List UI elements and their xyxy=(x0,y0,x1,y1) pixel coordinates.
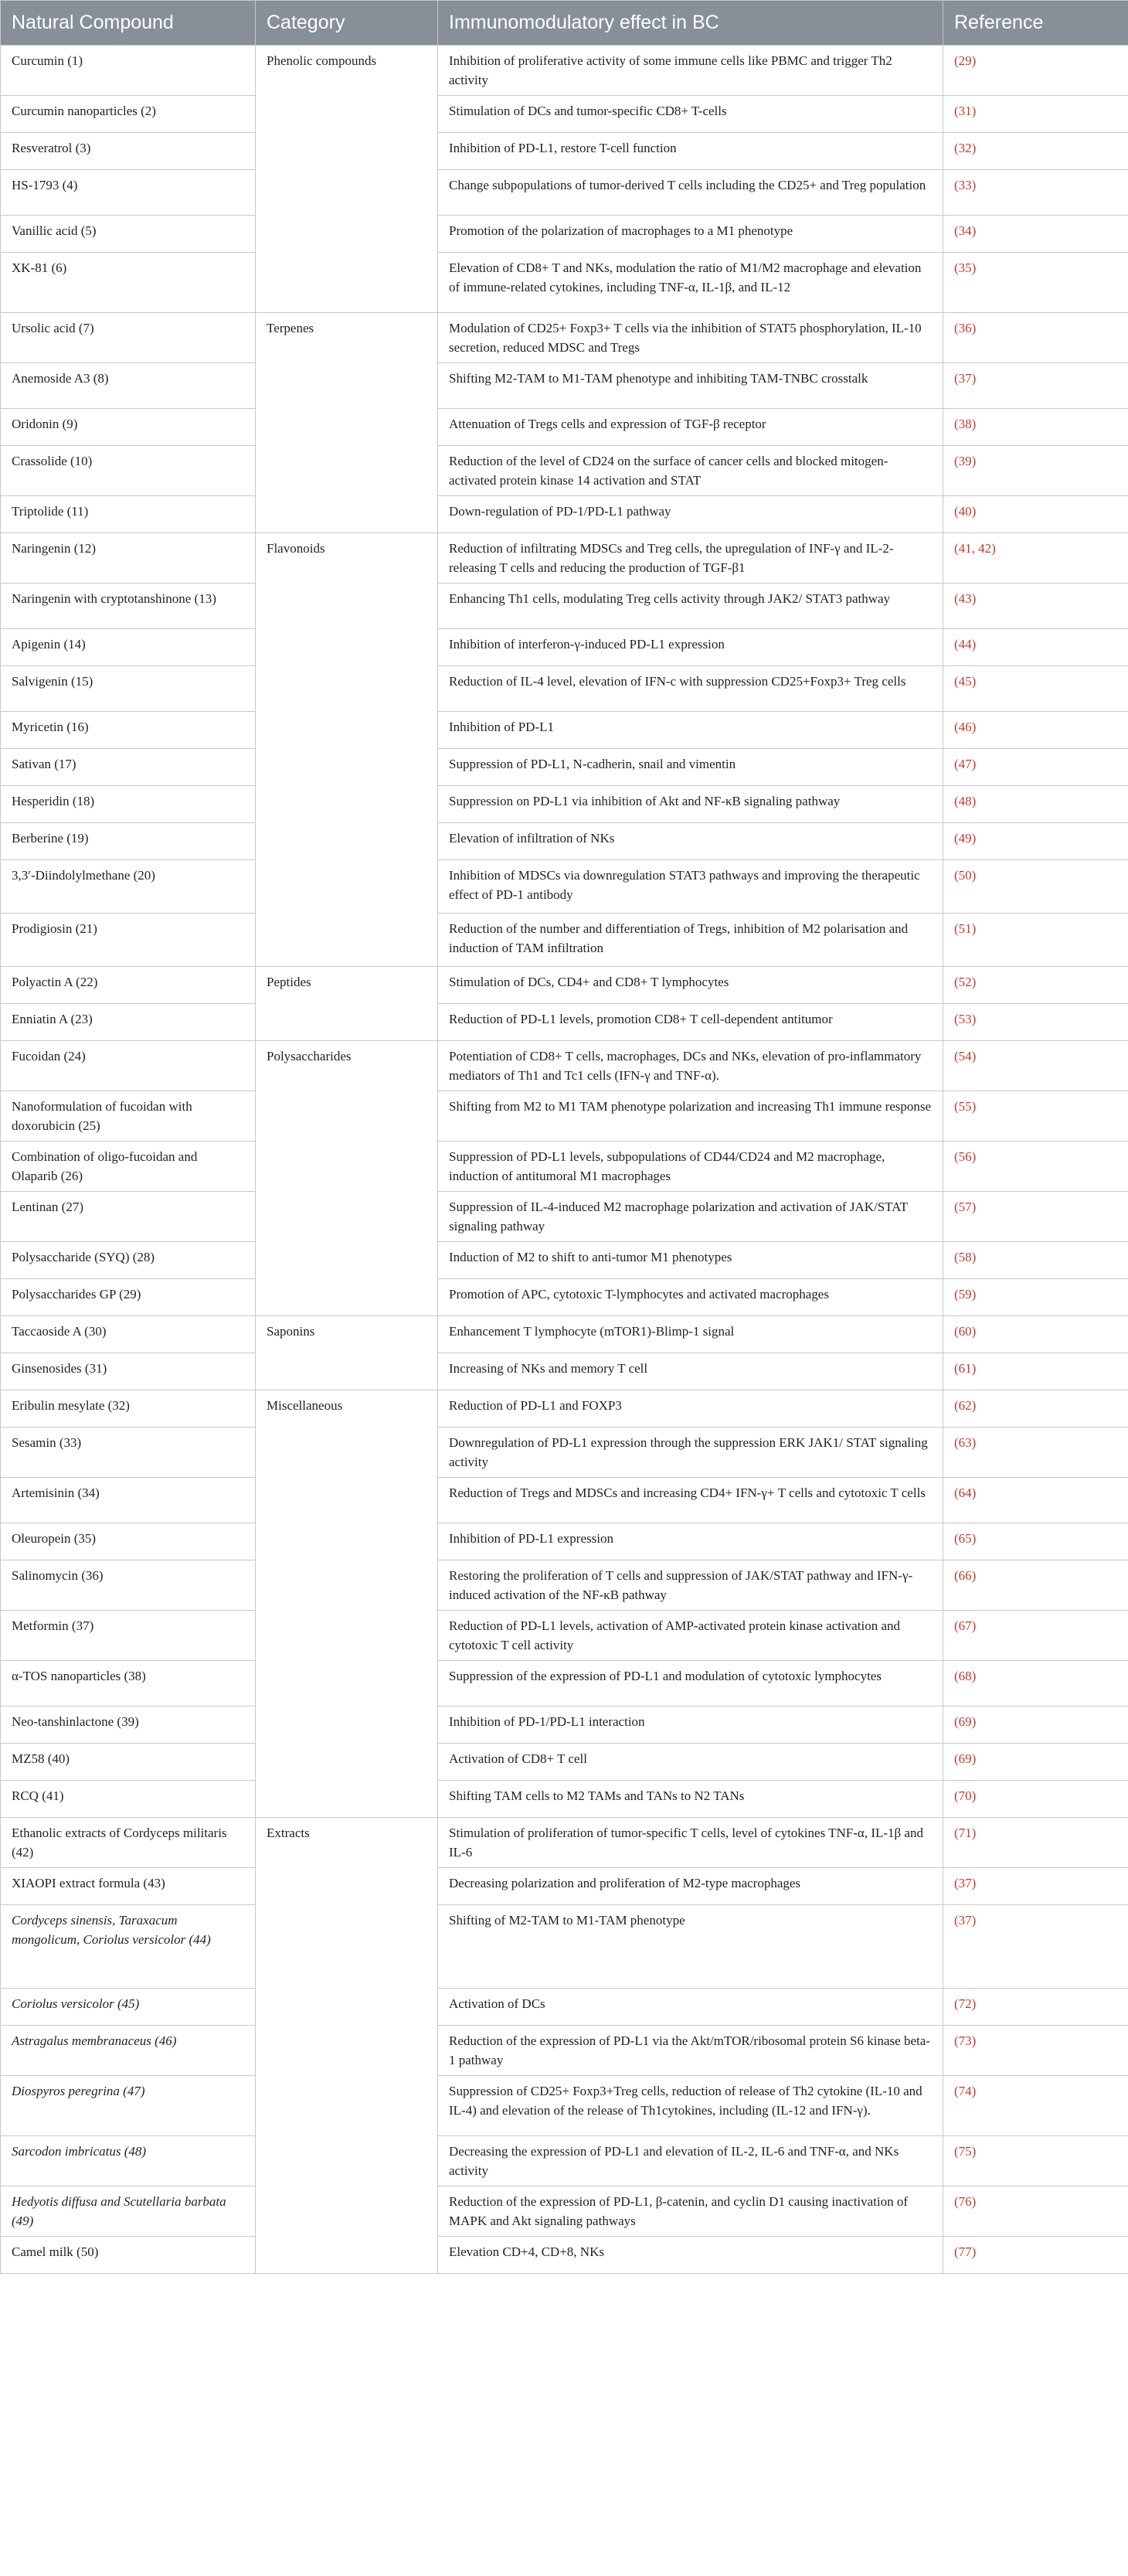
effect-cell: Enhancing Th1 cells, modulating Treg cells activity through JAK2/ STAT3 pathway xyxy=(438,584,943,629)
reference-cell xyxy=(943,1316,1128,1353)
reference-cell xyxy=(943,2186,1128,2237)
effect-cell: Activation of CD8+ T cell xyxy=(438,1744,943,1781)
reference-link[interactable]: (51) xyxy=(954,921,977,936)
effect-cell: Inhibition of PD-1/PD-L1 interaction xyxy=(438,1707,943,1744)
reference-cell xyxy=(943,1192,1128,1242)
compound-cell: Camel milk (50) xyxy=(1,2237,256,2274)
reference-link[interactable]: (58) xyxy=(954,1250,977,1264)
table-row xyxy=(1,2237,1128,2274)
effect-cell: Reduction of Tregs and MDSCs and increasing CD4+ IFN-γ+ T cells and cytotoxic T cells xyxy=(438,1478,943,1523)
effect-cell: Stimulation of DCs and tumor-specific CD8+ T-cells xyxy=(438,96,943,133)
category-cell: Peptides xyxy=(256,967,438,1041)
reference-cell xyxy=(943,967,1128,1004)
table-row xyxy=(1,860,1128,914)
reference-link[interactable]: (40) xyxy=(954,504,977,519)
compound-cell: Curcumin (1) xyxy=(1,46,256,96)
compound-cell: α-TOS nanoparticles (38) xyxy=(1,1661,256,1707)
reference-cell xyxy=(943,1353,1128,1390)
header-row xyxy=(1,1,1128,46)
compound-cell: Eribulin mesylate (32) xyxy=(1,1390,256,1428)
compound-cell: Hesperidin (18) xyxy=(1,786,256,823)
category-cell: Extracts xyxy=(256,1818,438,2274)
reference-cell xyxy=(943,2237,1128,2274)
reference-cell xyxy=(943,1041,1128,1091)
table-row xyxy=(1,1316,1128,1353)
table-row xyxy=(1,1989,1128,2026)
effect-cell: Inhibition of MDSCs via downregulation STAT3 pathways and improving the therapeutic effect of PD-1 antibody xyxy=(438,860,943,914)
effect-cell: Inhibition of proliferative activity of some immune cells like PBMC and trigger Th2 activity xyxy=(438,46,943,96)
reference-cell xyxy=(943,446,1128,496)
effect-cell: Elevation of infiltration of NKs xyxy=(438,823,943,860)
compound-cell: Polyactin A (22) xyxy=(1,967,256,1004)
compound-cell: XK-81 (6) xyxy=(1,253,256,313)
reference-link[interactable]: (77) xyxy=(954,2244,977,2259)
reference-cell xyxy=(943,1661,1128,1707)
reference-link[interactable]: (64) xyxy=(954,1485,977,1500)
category-cell: Phenolic compounds xyxy=(256,46,438,313)
effect-cell: Down-regulation of PD-1/PD-L1 pathway xyxy=(438,496,943,533)
effect-cell: Shifting TAM cells to M2 TAMs and TANs to N2 TANs xyxy=(438,1781,943,1818)
reference-cell xyxy=(943,823,1128,860)
reference-cell xyxy=(943,496,1128,533)
reference-cell xyxy=(943,1091,1128,1142)
table-row xyxy=(1,1242,1128,1279)
effect-cell: Suppression of IL-4-induced M2 macrophage polarization and activation of JAK/STAT signaling pathway xyxy=(438,1192,943,1242)
table-row xyxy=(1,1818,1128,1868)
reference-link[interactable]: (37) xyxy=(954,371,977,386)
compound-cell xyxy=(1,2026,256,2076)
effect-cell: Stimulation of DCs, CD4+ and CD8+ T lymphocytes xyxy=(438,967,943,1004)
reference-cell xyxy=(943,1781,1128,1818)
effect-cell: Inhibition of PD-L1, restore T-cell function xyxy=(438,133,943,170)
reference-link[interactable]: (45) xyxy=(954,674,977,689)
table-row xyxy=(1,629,1128,666)
table-row xyxy=(1,1004,1128,1041)
table-row xyxy=(1,253,1128,313)
reference-link[interactable]: (50) xyxy=(954,868,977,883)
reference-link[interactable]: (48) xyxy=(954,794,977,808)
table-row xyxy=(1,1560,1128,1611)
compound-cell: HS-1793 (4) xyxy=(1,170,256,216)
reference-link[interactable]: (59) xyxy=(954,1287,977,1302)
header-category: Category xyxy=(256,1,438,46)
effect-cell: Decreasing the expression of PD-L1 and elevation of IL-2, IL-6 and TNF-α, and NKs activity xyxy=(438,2136,943,2186)
effect-cell: Suppression on PD-L1 via inhibition of Akt and NF-κB signaling pathway xyxy=(438,786,943,823)
compound-cell: Ethanolic extracts of Cordyceps militaris (42) xyxy=(1,1818,256,1868)
effect-cell: Restoring the proliferation of T cells and suppression of JAK/STAT pathway and IFN-γ-induced activation of the NF-κB pathway xyxy=(438,1560,943,1611)
table-row xyxy=(1,666,1128,712)
compound-cell: Naringenin (12) xyxy=(1,533,256,584)
effect-cell: Promotion of APC, cytotoxic T-lymphocytes and activated macrophages xyxy=(438,1279,943,1316)
table-row xyxy=(1,1142,1128,1192)
compound-cell: Naringenin with cryptotanshinone (13) xyxy=(1,584,256,629)
reference-cell xyxy=(943,1868,1128,1905)
reference-cell xyxy=(943,1390,1128,1428)
compound-name: Coriolus versicolor (45) xyxy=(12,1996,140,2011)
compound-cell: Triptolide (11) xyxy=(1,496,256,533)
table-row xyxy=(1,584,1128,629)
effect-cell: Inhibition of interferon-γ-induced PD-L1 expression xyxy=(438,629,943,666)
reference-cell xyxy=(943,1428,1128,1478)
compound-cell: Myricetin (16) xyxy=(1,712,256,749)
table-row xyxy=(1,1781,1128,1818)
table-row xyxy=(1,409,1128,446)
reference-link[interactable]: (65) xyxy=(954,1531,977,1546)
reference-link[interactable]: (76) xyxy=(954,2194,977,2209)
reference-cell xyxy=(943,629,1128,666)
header-compound: Natural Compound xyxy=(1,1,256,46)
reference-link[interactable]: (62) xyxy=(954,1398,977,1413)
compound-name: Cordyceps sinensis, Taraxacum mongolicum, Coriolus versicolor (44) xyxy=(12,1913,211,1947)
reference-link[interactable]: (66) xyxy=(954,1568,977,1583)
reference-cell xyxy=(943,170,1128,216)
table-row xyxy=(1,363,1128,409)
reference-link[interactable]: (32) xyxy=(954,141,977,155)
effect-cell: Reduction of the expression of PD-L1 via the Akt/mTOR/ribosomal protein S6 kinase beta-1 pathway xyxy=(438,2026,943,2076)
compound-cell: Salvigenin (15) xyxy=(1,666,256,712)
reference-link[interactable]: (33) xyxy=(954,178,977,192)
table-row xyxy=(1,1428,1128,1478)
effect-cell: Stimulation of proliferation of tumor-specific T cells, level of cytokines TNF-α, IL-1β and IL-6 xyxy=(438,1818,943,1868)
compound-cell: Artemisinin (34) xyxy=(1,1478,256,1523)
effect-cell: Reduction of the expression of PD-L1, β-catenin, and cyclin D1 causing inactivation of MAPK and Akt signaling pathways xyxy=(438,2186,943,2237)
compound-cell: Oridonin (9) xyxy=(1,409,256,446)
effect-cell: Reduction of IL-4 level, elevation of IFN-c with suppression CD25+Foxp3+ Treg cells xyxy=(438,666,943,712)
effect-cell: Reduction of the number and differentiation of Tregs, inhibition of M2 polarisation and induction of TAM infiltration xyxy=(438,914,943,967)
reference-cell xyxy=(943,313,1128,363)
effect-cell: Inhibition of PD-L1 expression xyxy=(438,1523,943,1560)
reference-cell xyxy=(943,1004,1128,1041)
reference-link[interactable]: (44) xyxy=(954,637,977,652)
effect-cell: Shifting from M2 to M1 TAM phenotype polarization and increasing Th1 immune response xyxy=(438,1091,943,1142)
compound-cell: Polysaccharides GP (29) xyxy=(1,1279,256,1316)
compound-cell: Sesamin (33) xyxy=(1,1428,256,1478)
reference-link[interactable]: (57) xyxy=(954,1200,977,1214)
reference-link[interactable]: (68) xyxy=(954,1669,977,1683)
table-row xyxy=(1,446,1128,496)
compound-cell: Crassolide (10) xyxy=(1,446,256,496)
table-row xyxy=(1,1353,1128,1390)
reference-link[interactable]: (67) xyxy=(954,1618,977,1633)
compound-cell: Apigenin (14) xyxy=(1,629,256,666)
reference-cell xyxy=(943,1279,1128,1316)
category-cell: Miscellaneous xyxy=(256,1390,438,1818)
reference-cell xyxy=(943,1242,1128,1279)
compound-cell: Salinomycin (36) xyxy=(1,1560,256,1611)
reference-cell xyxy=(943,2136,1128,2186)
table-row xyxy=(1,823,1128,860)
reference-cell xyxy=(943,860,1128,914)
table-row xyxy=(1,216,1128,253)
compound-cell: Polysaccharide (SYQ) (28) xyxy=(1,1242,256,1279)
category-cell: Polysaccharides xyxy=(256,1041,438,1316)
effect-cell: Downregulation of PD-L1 expression through the suppression ERK JAK1/ STAT signaling activity xyxy=(438,1428,943,1478)
effect-cell: Suppression of PD-L1 levels, subpopulations of CD44/CD24 and M2 macrophage, induction of antitumoral M1 macrophages xyxy=(438,1142,943,1192)
effect-cell: Potentiation of CD8+ T cells, macrophages, DCs and NKs, elevation of pro-inflammatory mediators of Th1 and Tc1 cells (IFN-γ and TNF-α). xyxy=(438,1041,943,1091)
effect-cell: Change subpopulations of tumor-derived T cells including the CD25+ and Treg population xyxy=(438,170,943,216)
reference-cell xyxy=(943,2026,1128,2076)
reference-cell xyxy=(943,1905,1128,1989)
compound-cell: Fucoidan (24) xyxy=(1,1041,256,1091)
table-row xyxy=(1,496,1128,533)
category-cell: Saponins xyxy=(256,1316,438,1390)
reference-cell xyxy=(943,584,1128,629)
reference-link[interactable]: (39) xyxy=(954,454,977,468)
effect-cell: Promotion of the polarization of macrophages to a M1 phenotype xyxy=(438,216,943,253)
effect-cell: Suppression of the expression of PD-L1 and modulation of cytotoxic lymphocytes xyxy=(438,1661,943,1707)
reference-cell xyxy=(943,363,1128,409)
reference-cell xyxy=(943,96,1128,133)
effect-cell: Elevation CD+4, CD+8, NKs xyxy=(438,2237,943,2274)
reference-cell xyxy=(943,216,1128,253)
compound-cell: Lentinan (27) xyxy=(1,1192,256,1242)
table-row xyxy=(1,2076,1128,2136)
reference-cell xyxy=(943,1707,1128,1744)
reference-link[interactable]: (72) xyxy=(954,1996,977,2011)
effect-cell: Reduction of infiltrating MDSCs and Treg cells, the upregulation of INF-γ and IL-2-releasing T cells and reducing the production of TGF-β1 xyxy=(438,533,943,584)
effect-cell: Suppression of CD25+ Foxp3+Treg cells, reduction of release of Th2 cytokine (IL-10 and IL-4) and elevation of the release of Th1cytokines, including (IL-12 and IFN-γ). xyxy=(438,2076,943,2136)
reference-link[interactable]: (53) xyxy=(954,1012,977,1026)
table-row xyxy=(1,914,1128,967)
compound-cell xyxy=(1,1905,256,1989)
table-row xyxy=(1,1661,1128,1707)
reference-link[interactable]: (75) xyxy=(954,2144,977,2159)
reference-cell xyxy=(943,666,1128,712)
effect-cell: Reduction of PD-L1 and FOXP3 xyxy=(438,1390,943,1428)
reference-link[interactable]: (71) xyxy=(954,1826,977,1840)
effect-cell: Reduction of PD-L1 levels, activation of AMP-activated protein kinase activation and cytotoxic T cell activity xyxy=(438,1611,943,1661)
effect-cell: Induction of M2 to shift to anti-tumor M1 phenotypes xyxy=(438,1242,943,1279)
header-reference: Reference xyxy=(943,1,1128,46)
reference-cell xyxy=(943,2076,1128,2136)
reference-link[interactable]: (38) xyxy=(954,417,977,431)
compound-cell: Metformin (37) xyxy=(1,1611,256,1661)
reference-cell xyxy=(943,253,1128,313)
reference-link[interactable]: (56) xyxy=(954,1149,977,1164)
effect-cell: Decreasing polarization and proliferation of M2-type macrophages xyxy=(438,1868,943,1905)
table-row xyxy=(1,2026,1128,2076)
effect-cell: Activation of DCs xyxy=(438,1989,943,2026)
compound-cell: Vanillic acid (5) xyxy=(1,216,256,253)
reference-link[interactable]: (63) xyxy=(954,1435,977,1450)
effect-cell: Suppression of PD-L1, N-cadherin, snail and vimentin xyxy=(438,749,943,786)
table-row xyxy=(1,1091,1128,1142)
compound-cell: Prodigiosin (21) xyxy=(1,914,256,967)
reference-link[interactable]: (29) xyxy=(954,53,977,68)
reference-link[interactable]: (37) xyxy=(954,1876,977,1890)
reference-link[interactable]: (37) xyxy=(954,1913,977,1928)
table-row xyxy=(1,313,1128,363)
compound-cell: Resveratrol (3) xyxy=(1,133,256,170)
compound-cell: RCQ (41) xyxy=(1,1781,256,1818)
reference-cell xyxy=(943,409,1128,446)
reference-cell xyxy=(943,1989,1128,2026)
compound-cell xyxy=(1,1989,256,2026)
table-row xyxy=(1,1523,1128,1560)
compound-cell: Ginsenosides (31) xyxy=(1,1353,256,1390)
compound-cell: Combination of oligo-fucoidan and Olaparib (26) xyxy=(1,1142,256,1192)
table-row xyxy=(1,96,1128,133)
reference-link[interactable]: (34) xyxy=(954,223,977,238)
category-cell: Terpenes xyxy=(256,313,438,533)
compound-cell: Oleuropein (35) xyxy=(1,1523,256,1560)
compound-name: Astragalus membranaceus (46) xyxy=(12,2033,177,2048)
table-row xyxy=(1,712,1128,749)
compound-cell: XIAOPI extract formula (43) xyxy=(1,1868,256,1905)
compound-cell: Neo-tanshinlactone (39) xyxy=(1,1707,256,1744)
reference-link[interactable]: (36) xyxy=(954,321,977,335)
compound-cell xyxy=(1,2186,256,2237)
reference-link[interactable]: (60) xyxy=(954,1324,977,1339)
effect-cell: Attenuation of Tregs cells and expression of TGF-β receptor xyxy=(438,409,943,446)
table-row xyxy=(1,133,1128,170)
table-row xyxy=(1,1707,1128,1744)
table-row xyxy=(1,1478,1128,1523)
table-row xyxy=(1,2186,1128,2237)
reference-link[interactable]: (74) xyxy=(954,2084,977,2098)
compound-name: Hedyotis diffusa and Scutellaria barbata (49) xyxy=(12,2194,226,2228)
reference-cell xyxy=(943,1142,1128,1192)
compound-cell: Berberine (19) xyxy=(1,823,256,860)
reference-link[interactable]: (73) xyxy=(954,2033,977,2048)
compound-cell xyxy=(1,2136,256,2186)
table-row xyxy=(1,786,1128,823)
effect-cell: Reduction of the level of CD24 on the surface of cancer cells and blocked mitogen-activated protein kinase 14 activation and STAT xyxy=(438,446,943,496)
effect-cell: Modulation of CD25+ Foxp3+ T cells via the inhibition of STAT5 phosphorylation, IL-10 secretion, reduced MDSC and Tregs xyxy=(438,313,943,363)
table-row xyxy=(1,1611,1128,1661)
compound-cell: Enniatin A (23) xyxy=(1,1004,256,1041)
table-row xyxy=(1,1744,1128,1781)
reference-cell xyxy=(943,1611,1128,1661)
compound-name: Diospyros peregrina (47) xyxy=(12,2084,145,2098)
table-row xyxy=(1,1868,1128,1905)
reference-cell xyxy=(943,533,1128,584)
compound-cell: Anemoside A3 (8) xyxy=(1,363,256,409)
reference-link[interactable]: (31) xyxy=(954,104,977,118)
compound-cell: 3,3′-Diindolylmethane (20) xyxy=(1,860,256,914)
table-row xyxy=(1,1905,1128,1989)
reference-cell xyxy=(943,749,1128,786)
compound-cell: Ursolic acid (7) xyxy=(1,313,256,363)
table-row xyxy=(1,170,1128,216)
table-row xyxy=(1,1192,1128,1242)
effect-cell: Reduction of PD-L1 levels, promotion CD8+ T cell-dependent antitumor xyxy=(438,1004,943,1041)
reference-link[interactable]: (54) xyxy=(954,1049,977,1063)
compound-cell: MZ58 (40) xyxy=(1,1744,256,1781)
category-cell: Flavonoids xyxy=(256,533,438,967)
reference-link[interactable]: (47) xyxy=(954,757,977,771)
reference-link[interactable]: (55) xyxy=(954,1099,977,1114)
compound-cell: Nanoformulation of fucoidan with doxorubicin (25) xyxy=(1,1091,256,1142)
effect-cell: Enhancement T lymphocyte (mTOR1)-Blimp-1 signal xyxy=(438,1316,943,1353)
reference-cell xyxy=(943,712,1128,749)
reference-cell xyxy=(943,1478,1128,1523)
effect-cell: Increasing of NKs and memory T cell xyxy=(438,1353,943,1390)
compound-cell: Taccaoside A (30) xyxy=(1,1316,256,1353)
reference-link[interactable]: (69) xyxy=(954,1714,977,1729)
header-effect: Immunomodulatory effect in BC xyxy=(438,1,943,46)
reference-link[interactable]: (52) xyxy=(954,975,977,989)
table-row xyxy=(1,1390,1128,1428)
compound-name: Sarcodon imbricatus (48) xyxy=(12,2144,147,2159)
reference-link[interactable]: (69) xyxy=(954,1751,977,1766)
table-row xyxy=(1,46,1128,96)
reference-cell xyxy=(943,1818,1128,1868)
reference-cell xyxy=(943,1744,1128,1781)
compound-cell: Sativan (17) xyxy=(1,749,256,786)
table-row xyxy=(1,749,1128,786)
reference-link[interactable]: (43) xyxy=(954,591,977,606)
compound-cell: Curcumin nanoparticles (2) xyxy=(1,96,256,133)
table-row xyxy=(1,533,1128,584)
effect-cell: Inhibition of PD-L1 xyxy=(438,712,943,749)
table-row xyxy=(1,1041,1128,1091)
reference-cell xyxy=(943,133,1128,170)
reference-cell xyxy=(943,1523,1128,1560)
reference-cell xyxy=(943,914,1128,967)
reference-link[interactable]: (35) xyxy=(954,260,977,275)
reference-cell xyxy=(943,46,1128,96)
reference-link[interactable]: (46) xyxy=(954,720,977,734)
reference-link[interactable]: (61) xyxy=(954,1361,977,1376)
reference-cell xyxy=(943,786,1128,823)
reference-link[interactable]: (70) xyxy=(954,1788,977,1803)
table-row xyxy=(1,1279,1128,1316)
effect-cell: Shifting M2-TAM to M1-TAM phenotype and inhibiting TAM-TNBC crosstalk xyxy=(438,363,943,409)
reference-link[interactable]: (41, 42) xyxy=(954,541,996,556)
table-row xyxy=(1,2136,1128,2186)
reference-link[interactable]: (49) xyxy=(954,831,977,846)
table-row xyxy=(1,967,1128,1004)
effect-cell: Elevation of CD8+ T and NKs, modulation the ratio of M1/M2 macrophage and elevation of immune-related cytokines, including TNF-α, IL-1β, and IL-12 xyxy=(438,253,943,313)
effect-cell: Shifting of M2-TAM to M1-TAM phenotype xyxy=(438,1905,943,1989)
reference-cell xyxy=(943,1560,1128,1611)
compound-cell xyxy=(1,2076,256,2136)
